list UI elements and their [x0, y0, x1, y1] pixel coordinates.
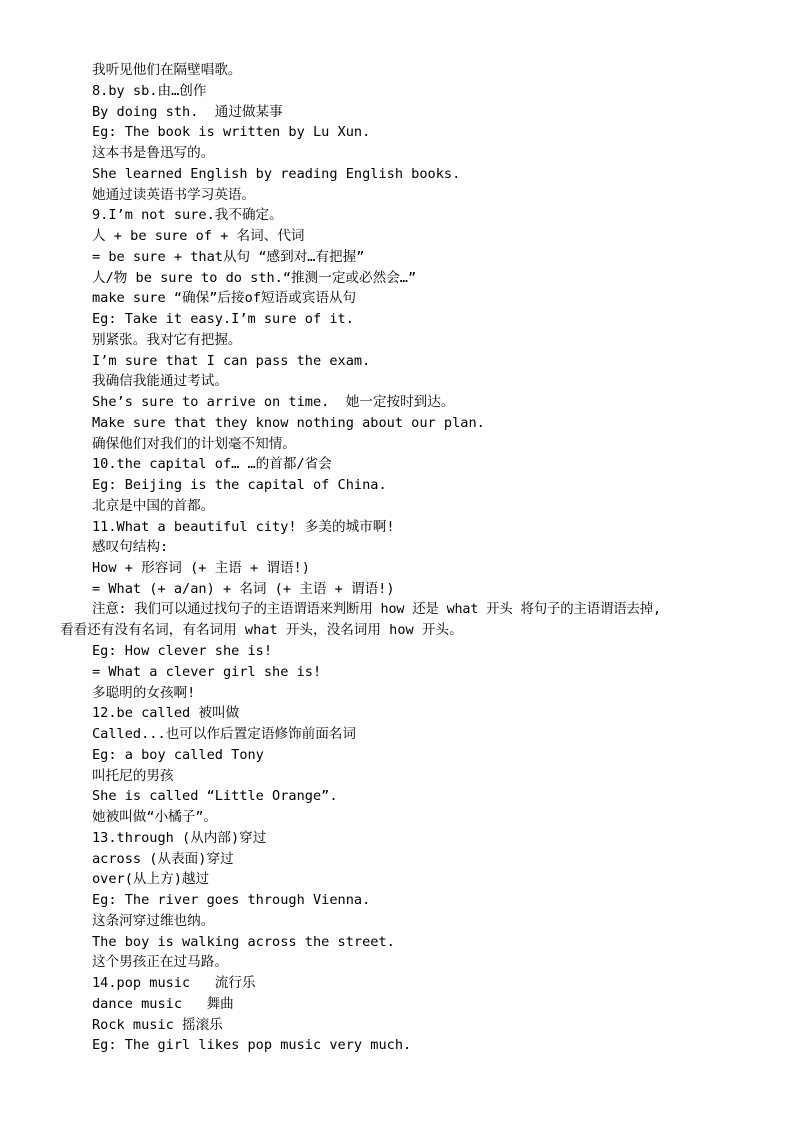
translation-line: 我确信我能通过考试。 [92, 373, 228, 390]
translation-line: 别紧张。我对它有把握。 [92, 331, 242, 348]
translation-line: 确保他们对我们的计划毫不知情。 [92, 435, 296, 452]
example-sentence: She is called “Little Orange”. [92, 788, 338, 805]
text-line: = What (+ a/an) + 名词 (+ 主语 + 谓语!) [92, 580, 395, 597]
translation-line: 北京是中国的首都。 [92, 497, 215, 514]
text-line: over(从上方)越过 [92, 871, 210, 888]
text-line: make sure “确保”后接of短语或宾语从句 [92, 290, 357, 307]
translation-line: 她通过读英语书学习英语。 [92, 186, 256, 203]
translation-line: 这条河穿过维也纳。 [92, 912, 215, 929]
note-line: 注意: 我们可以通过找句子的主语谓语来判断用 how 还是 what 开头 将句子的主语谓语去掉, [92, 601, 661, 617]
note-line-continued: 看看还有没有名词，有名词用 what 开头，没名词用 how 开头。 [60, 622, 463, 639]
example-sentence: Eg: a boy called Tony [92, 746, 264, 763]
text-line: 感叹句结构: [92, 539, 169, 556]
example-sentence: Eg: Beijing is the capital of China. [92, 477, 387, 493]
example-sentence: She’s sure to arrive on time. 她一定按时到达。 [92, 394, 455, 410]
text-line: By doing sth. 通过做某事 [92, 103, 283, 120]
translation-line: 叫托尼的男孩 [92, 767, 174, 784]
section-heading-13: 13.through (从内部)穿过 [92, 829, 267, 846]
text-line: 人/物 be sure to do sth.“推测一定或必然会…” [92, 269, 417, 286]
section-heading-9: 9.I’m not sure.我不确定。 [92, 207, 283, 224]
example-sentence: The boy is walking across the street. [92, 933, 395, 950]
text-line: across (从表面)穿过 [92, 850, 234, 867]
section-heading-14: 14.pop music 流行乐 [92, 975, 256, 991]
example-sentence: Eg: Take it easy.I’m sure of it. [92, 311, 354, 327]
section-heading-10: 10.the capital of… …的首都/省会 [92, 456, 332, 473]
example-sentence: She learned English by reading English books. [92, 165, 461, 182]
text-line: 人 + be sure of + 名词、代词 [92, 228, 305, 244]
text-line: How + 形容词 (+ 主语 + 谓语!) [92, 560, 310, 576]
example-sentence: Eg: The river goes through Vienna. [92, 892, 371, 908]
example-sentence: = What a clever girl she is! [92, 663, 322, 680]
section-heading-12: 12.be called 被叫做 [92, 705, 240, 722]
example-sentence: Eg: How clever she is! [92, 643, 273, 659]
text-line: = be sure + that从句 “感到对…有把握” [92, 248, 365, 265]
text-line: dance music 舞曲 [92, 995, 234, 1012]
example-sentence: Make sure that they know nothing about our plan. [92, 414, 485, 431]
section-heading-11: 11.What a beautiful city! 多美的城市啊! [92, 518, 395, 535]
document-body [0, 60, 794, 1056]
example-sentence: Eg: The girl likes pop music very much. [92, 1037, 412, 1054]
section-heading-8: 8.by sb.由…创作 [92, 82, 207, 99]
translation-line: 多聪明的女孩啊! [92, 684, 196, 701]
translation-line: 她被叫做“小橘子”。 [92, 809, 218, 825]
translation-line: 这个男孩正在过马路。 [92, 954, 228, 971]
text-line: Rock music 摇滚乐 [92, 1016, 223, 1033]
example-sentence: Eg: The book is written by Lu Xun. [92, 124, 371, 141]
text-line: Called...也可以作后置定语修饰前面名词 [92, 726, 356, 742]
example-sentence: I’m sure that I can pass the exam. [92, 352, 371, 369]
translation-line: 这本书是鲁迅写的。 [92, 145, 215, 161]
text-line: 我听见他们在隔壁唱歌。 [92, 62, 242, 78]
